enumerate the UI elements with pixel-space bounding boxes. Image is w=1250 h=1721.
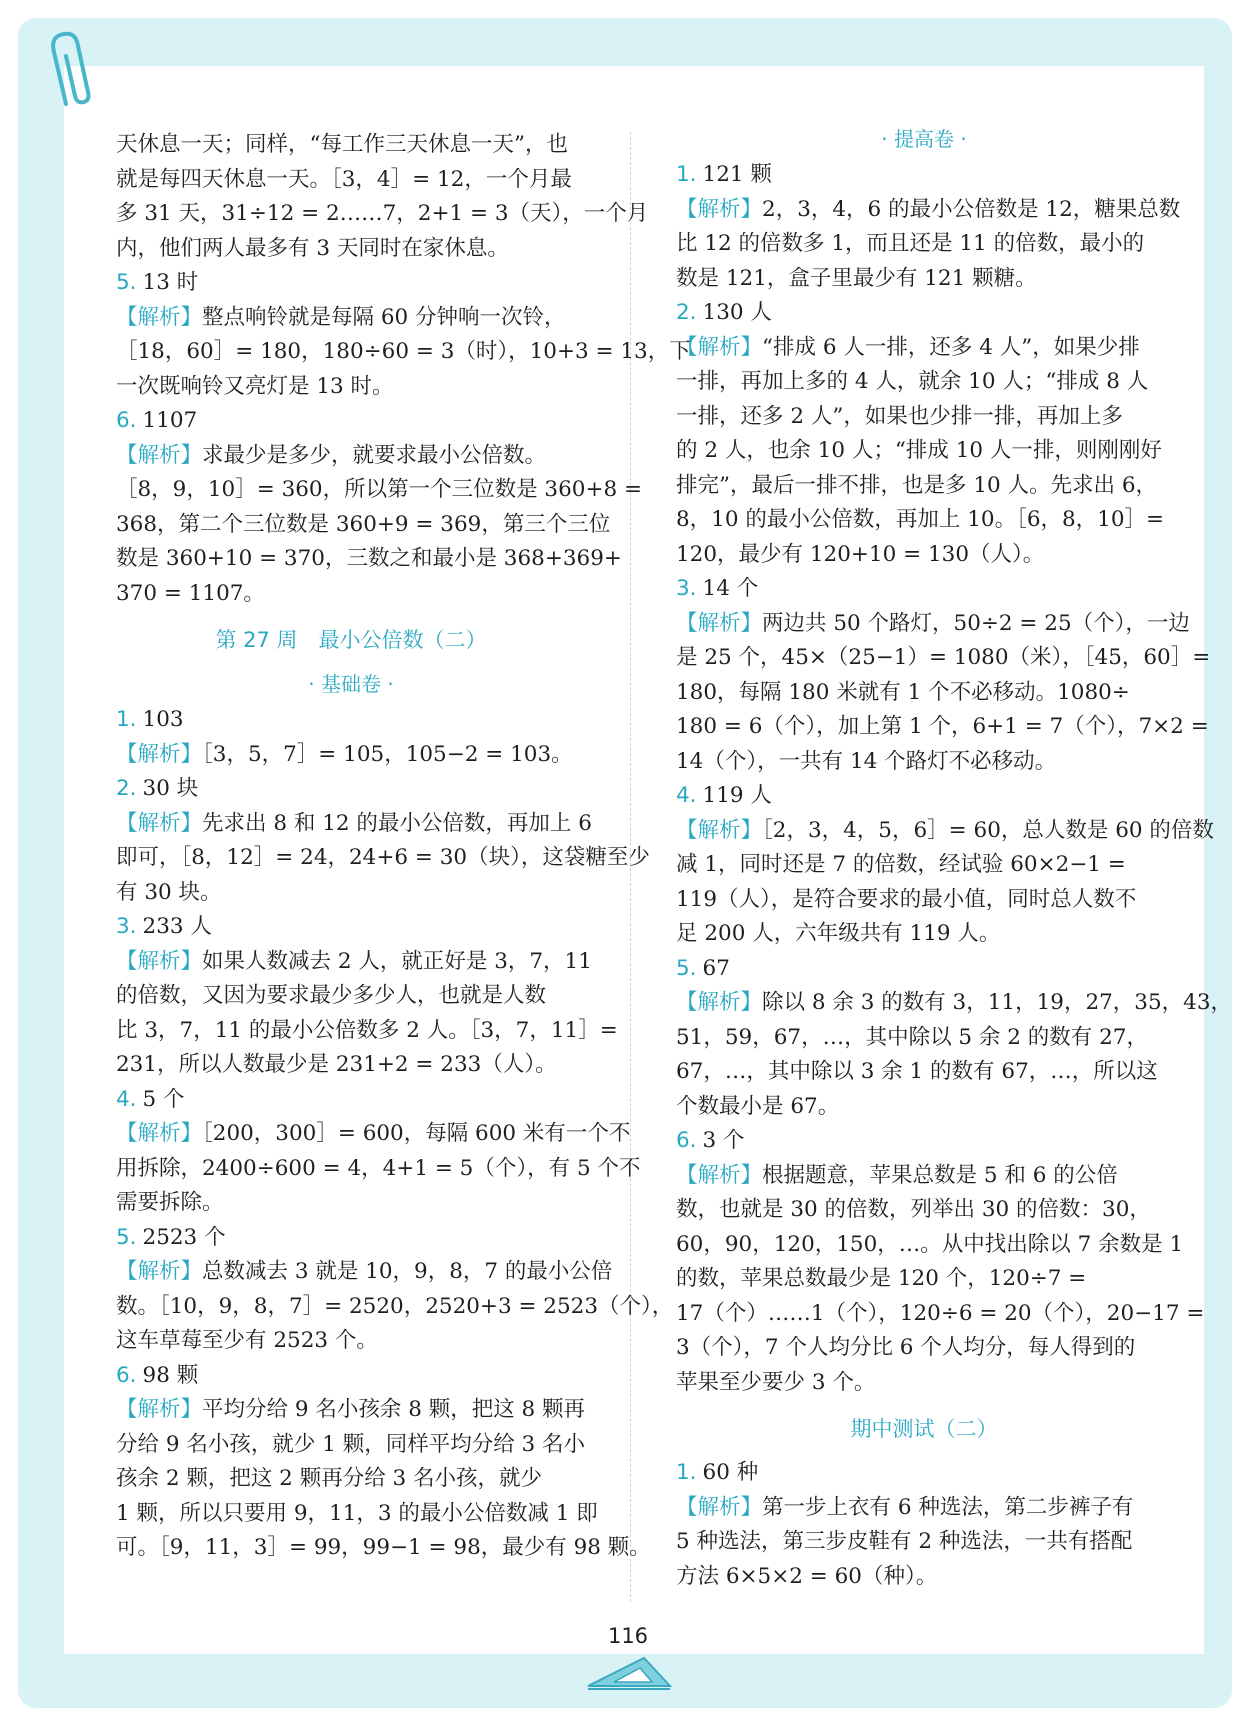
paperclip-icon <box>44 30 104 110</box>
analysis-line: 17（个）……1（个），120÷6 = 20（个），20−17 = <box>676 1300 1205 1326</box>
analysis-line: 求最少是多少，就要求最小公倍数。 <box>202 442 547 468</box>
answer-item <box>116 772 650 910</box>
midterm-title: 期中测试（二） <box>850 1417 998 1441</box>
analysis-line: 5 种选法，第三步皮鞋有 2 种选法，一共有搭配 <box>676 1529 1133 1554</box>
answer-item <box>116 266 691 404</box>
analysis-line: ［8，9，10］= 360，所以第一个三位数是 360+8 = <box>116 477 643 502</box>
analysis-line: 一排，还多 2 人”，如果也少排一排，再加上多 <box>676 403 1123 429</box>
answer-text: 67 <box>702 955 730 981</box>
analysis-line: 数是 121，盒子里最少有 121 颗糖。 <box>676 265 1037 291</box>
intro-paragraph <box>116 128 649 266</box>
analysis-line: 先求出 8 和 12 的最小公倍数，再加上 6 <box>202 810 592 836</box>
question-number: 4. <box>676 783 697 808</box>
analysis-line: ［3，5，7］= 105，105−2 = 103。 <box>202 741 573 767</box>
question-number: 3. <box>116 914 137 939</box>
text-line: 天休息一天；同样，“每工作三天休息一天”，也 <box>116 132 568 157</box>
analysis-line: 8，10 的最小公倍数，再加上 10。［6，8，10］= <box>676 507 1165 532</box>
answer-text: 98 颗 <box>142 1362 199 1388</box>
analysis-line: 可。［9，11，3］= 99，99−1 = 98，最少有 98 颗。 <box>116 1535 651 1560</box>
right-column <box>676 127 1233 1594</box>
page-number: 116 <box>607 1624 649 1648</box>
analysis-line: 119（人），是符合要求的最小值，同时总人数不 <box>676 886 1137 912</box>
answer-item <box>676 296 1172 572</box>
analysis-line: 分给 9 名小孩，就少 1 颗，同样平均分给 3 名小 <box>116 1431 586 1457</box>
analysis-line: 231，所以人数最少是 231+2 = 233（人）。 <box>116 1052 557 1077</box>
analysis-tag: 【解析】 <box>116 304 203 330</box>
analysis-tag: 【解析】 <box>116 1397 203 1422</box>
analysis-line: 14（个），一共有 14 个路灯不必移动。 <box>676 748 1057 774</box>
answer-text: 119 人 <box>702 783 772 808</box>
answer-item <box>116 703 586 772</box>
answer-text: 121 颗 <box>702 162 772 187</box>
answer-item <box>676 158 1181 296</box>
analysis-tag: 【解析】 <box>676 196 763 222</box>
analysis-tag: 【解析】 <box>116 1259 203 1284</box>
analysis-line: 总数减去 3 就是 10，9，8，7 的最小公倍 <box>202 1259 613 1284</box>
analysis-line: ［18，60］= 180，180÷60 = 3（时），10+3 = 13，下 <box>116 339 691 364</box>
analysis-line: 需要拆除。 <box>116 1190 224 1215</box>
analysis-line: 数是 360+10 = 370，三数之和最小是 368+369+ <box>116 546 622 571</box>
analysis-line: 60，90，120，150，…。从中找出除以 7 余数是 1 <box>676 1231 1184 1257</box>
analysis-tag: 【解析】 <box>676 1494 763 1520</box>
question-number: 3. <box>676 576 697 601</box>
analysis-line: 比 3，7，11 的最小公倍数多 2 人。［3，7，11］= <box>116 1017 618 1043</box>
left-column <box>116 128 691 1566</box>
analysis-line: 方法 6×5×2 = 60（种）。 <box>676 1563 938 1589</box>
basic-section-title: · 基础卷 · <box>308 672 394 696</box>
analysis-tag: 【解析】 <box>116 741 203 767</box>
advanced-section-title: · 提高卷 · <box>881 127 967 151</box>
answer-item <box>676 952 1233 1125</box>
analysis-line: 两边共 50 个路灯，50÷2 = 25（个），一边 <box>762 610 1190 636</box>
week-title: 第 27 周 最小公倍数（二） <box>215 628 487 652</box>
analysis-line: 除以 8 余 3 的数有 3，11，19，27，35，43， <box>762 990 1233 1015</box>
analysis-tag: 【解析】 <box>676 1162 763 1188</box>
analysis-line: 180，每隔 180 米就有 1 个不必移动。1080÷ <box>676 679 1130 705</box>
answer-text: 1107 <box>142 408 198 433</box>
analysis-line: “排成 6 人一排，还多 4 人”，如果少排 <box>762 334 1140 360</box>
analysis-line: 减 1，同时还是 7 的倍数，经试验 60×2−1 = <box>676 852 1126 877</box>
analysis-line: 一排，再加上多的 4 人，就余 10 人；“排成 8 人 <box>676 369 1149 394</box>
analysis-line: 一次既响铃又亮灯是 13 时。 <box>116 373 394 399</box>
text-line: 多 31 天，31÷12 = 2……7，2+1 = 3（天），一个月 <box>116 201 649 226</box>
analysis-tag: 【解析】 <box>116 442 203 468</box>
analysis-line: 51，59，67，…，其中除以 5 余 2 的数有 27， <box>676 1024 1148 1050</box>
analysis-line: 个数最小是 67。 <box>676 1093 840 1119</box>
question-number: 6. <box>676 1128 697 1153</box>
analysis-tag: 【解析】 <box>676 990 763 1015</box>
question-number: 1. <box>676 1460 697 1485</box>
analysis-tag: 【解析】 <box>676 610 763 636</box>
analysis-line: 比 12 的倍数多 1，而且还是 11 的倍数，最小的 <box>676 231 1145 256</box>
answer-text: 103 <box>142 707 184 732</box>
analysis-line: 这车草莓至少有 2523 个。 <box>116 1328 378 1353</box>
analysis-line: 苹果至少要少 3 个。 <box>676 1369 876 1395</box>
analysis-tag: 【解析】 <box>676 817 763 843</box>
answer-item <box>116 1359 651 1566</box>
answer-text: 130 人 <box>702 300 772 325</box>
question-number: 6. <box>116 408 137 433</box>
analysis-line: 足 200 人，六年级共有 119 人。 <box>676 921 1001 946</box>
question-number: 2. <box>676 300 697 325</box>
answer-text: 2523 个 <box>142 1224 226 1250</box>
answer-item <box>676 779 1214 952</box>
answer-item <box>116 1083 641 1221</box>
analysis-line: 平均分给 9 名小孩余 8 颗，把这 8 颗再 <box>202 1397 586 1422</box>
analysis-line: 用拆除，2400÷600 = 4，4+1 = 5（个），有 5 个不 <box>116 1155 641 1181</box>
analysis-line: 67，…，其中除以 3 余 1 的数有 67，…，所以这 <box>676 1059 1158 1084</box>
analysis-tag: 【解析】 <box>676 334 763 360</box>
answer-text: 233 人 <box>142 914 212 939</box>
analysis-line: 第一步上衣有 6 种选法，第二步裤子有 <box>762 1494 1134 1520</box>
question-number: 1. <box>676 162 697 187</box>
analysis-line: 的 2 人，也余 10 人；“排成 10 人一排，则刚刚好 <box>676 438 1162 463</box>
answer-text: 60 种 <box>702 1460 759 1485</box>
analysis-tag: 【解析】 <box>116 810 203 836</box>
answer-item <box>116 404 643 611</box>
answer-text: 5 个 <box>142 1086 185 1112</box>
analysis-line: 有 30 块。 <box>116 879 222 905</box>
text-line: 内，他们两人最多有 3 天同时在家休息。 <box>116 235 509 261</box>
analysis-tag: 【解析】 <box>116 948 203 974</box>
text-line: 就是每四天休息一天。［3，4］= 12，一个月最 <box>116 166 572 192</box>
analysis-line: 数。［10，9，8，7］= 2520，2520+3 = 2523（个）， <box>116 1293 674 1319</box>
analysis-line: 1 颗，所以只要用 9，11，3 的最小公倍数减 1 即 <box>116 1500 598 1526</box>
question-number: 6. <box>116 1362 137 1388</box>
analysis-tag: 【解析】 <box>116 1121 203 1146</box>
answer-item <box>116 1221 674 1359</box>
question-number: 2. <box>116 776 137 801</box>
question-number: 1. <box>116 707 137 732</box>
analysis-line: 如果人数减去 2 人，就正好是 3，7，11 <box>202 948 592 974</box>
answer-text: 13 时 <box>142 270 199 295</box>
answer-text: 30 块 <box>142 776 199 801</box>
question-number: 5. <box>116 270 137 295</box>
analysis-line: ［200，300］= 600，每隔 600 米有一个不 <box>202 1121 631 1146</box>
analysis-line: 是 25 个，45×（25−1）= 1080（米），［45，60］= <box>676 645 1211 670</box>
answer-item <box>676 1456 1172 1594</box>
answer-text: 14 个 <box>702 576 759 601</box>
analysis-line: 2，3，4，6 的最小公倍数是 12，糖果总数 <box>762 196 1181 222</box>
answer-item <box>676 1124 1205 1400</box>
question-number: 5. <box>676 955 697 981</box>
analysis-line: 即可，［8，12］= 24，24+6 = 30（块），这袋糖至少 <box>116 845 650 870</box>
analysis-line: 的倍数，又因为要求最少多少人，也就是人数 <box>116 983 547 1008</box>
analysis-line: 368，第二个三位数是 360+9 = 369，第三个三位 <box>116 511 611 537</box>
answer-item <box>676 572 1211 779</box>
answer-item <box>116 910 618 1083</box>
analysis-line: 120，最少有 120+10 = 130（人）。 <box>676 541 1045 567</box>
analysis-line: 排完”，最后一排不排，也是多 10 人。先求出 6， <box>676 472 1158 498</box>
analysis-line: 180 = 6（个），加上第 1 个，6+1 = 7（个），7×2 = <box>676 714 1209 739</box>
analysis-line: 孩余 2 颗，把这 2 颗再分给 3 名小孩，就少 <box>116 1466 543 1491</box>
analysis-line: 根据题意，苹果总数是 5 和 6 的公倍 <box>762 1162 1118 1188</box>
question-number: 4. <box>116 1086 137 1112</box>
answer-text: 3 个 <box>702 1128 745 1153</box>
analysis-line: 数，也就是 30 的倍数，列举出 30 的倍数：30， <box>676 1197 1151 1222</box>
question-number: 5. <box>116 1224 137 1250</box>
analysis-line: 370 = 1107。 <box>116 580 265 606</box>
analysis-line: 整点响铃就是每隔 60 分钟响一次铃， <box>202 304 566 330</box>
analysis-line: ［2，3，4，5，6］= 60，总人数是 60 的倍数 <box>762 817 1214 843</box>
ruler-triangle-icon <box>584 1652 674 1692</box>
analysis-line: 3（个），7 个人均分比 6 个人均分，每人得到的 <box>676 1335 1136 1360</box>
analysis-line: 的数，苹果总数最少是 120 个，120÷7 = <box>676 1266 1087 1291</box>
